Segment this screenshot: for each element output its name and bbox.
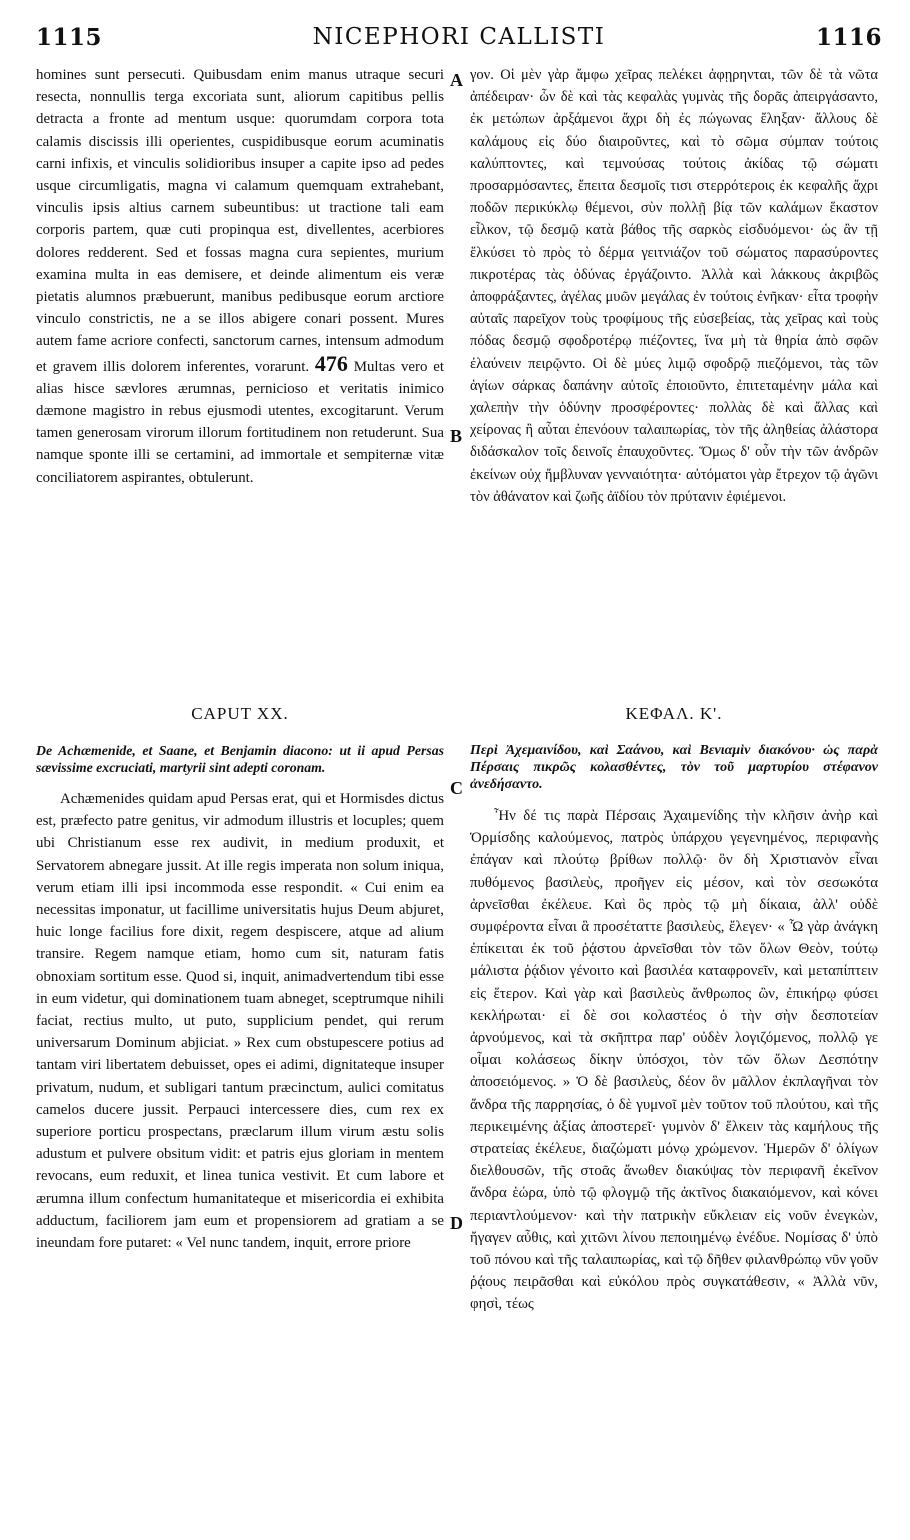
margin-letter-c: C xyxy=(450,778,463,798)
greek-column-bottom xyxy=(470,742,878,1316)
latin-text-part-1: homines sunt persecuti. Quibusdam enim manus utraque securi resecta, nonnullis terga excoriata sunt, aliorum capitibus pellis detracta a fronte ad mentum usque: quorumdam corpora tota calamis discissis illi operientes, cuspidibusque eorum acuminatis carni infixis, et vinculis solidioribus insuper a capite ipso ad pedes usque circumligatis, magna vi calamum quemquam extrahebant, vinculis ipsis altius carnem subeuntibus: ut tractione tali eam corporis partem, quæ cuti propinqua est, divellentes, acerbiores dolores redderent. Sed et fossas magna cura sepientes, murium examina multa in eas demisere, et deinde alimentum eis veræ pietatis alumnos præbuerunt, manibus pedibusque eorum arctiore vinculo constrictis, ne a se illos abigere conari possent. Mures autem fame acriore confecti, sanctorum carnes, intensum admodum et gravem illis dolorem inferentes, vorarunt. xyxy=(36,67,444,375)
greek-chapter-text: Ἦν δέ τις παρὰ Πέρσαις Ἀχαιμενίδης τὴν κλῆσιν ἀνὴρ καὶ Ὁρμίσδης καλούμενος, πατρὸς ὑπάρχου γεγενημένος, περιφανὴς ἐπάγαν καὶ πλούτῳ βρίθων πολλῷ· ὃν δὴ Χριστιανὸν εἶναι πυθόμενος βασιλεὺς, προῆγεν εἰς μέσον, καὶ τὸν σεσωκότα ἀρνεῖσθαι ἐκέλευε. Καὶ ὃς πρὸς τῷ μὴ δίκαια, ἀλλ' οὐδὲ συμφέροντα εἶναι ἃ προσέταττε βασιλεὺς, ἔλεγεν· « Ὧ γὰρ ἀνάγκη ἐπίκειται ἐκ τοῦ ῥᾴστου ἀρνεῖσθαι τὸν τῶν ὅλων Θεὸν, τούτῳ μάλιστα ῥᾴδιον γένοιτο καὶ βασιλέα καταφρονεῖν, καὶ μεταπίπτειν εἰς ἕτερον. Καὶ γὰρ καὶ βασιλεὺς ἄνθρωπος ὢν, ἐπικήρῳ φύσει κεκλήρωται· εἰ δὲ σοι κολαστέος ὁ τὴν σὴν δεσποτείαν ἀρνούμενος, καὶ τὰ σκῆπτρα παρ' οὐδὲν λογιζόμενος, πολλῷ γε οἶμαι κολάσεως δίκην ὑπόσχοι, τὸν τῶν ὅλων Δεσπότην ἀποσειόμενος. » Ὁ δὲ βασιλεὺς, δέον ὃν μᾶλλον ἐκπλαγῆναι τὸν ἄνδρα τῆς παρρησίας, ὁ δὲ γυμνοῖ μὲν τοῦτον τοῦ πλούτου, καὶ τῆς περικειμένης ἀξίας ἀποστερεῖ· γυμνὸν δ' ἕλκειν τὰς καμήλους τῆς στρατείας ἐκέλευε, διαζώματι μόνῳ χρώμενον. Ἡμερῶν δ' ὀλίγων διελθουσῶν, τῆς στοᾶς ἄνωθεν διακύψας τὸν περιφανῆ ἐκεῖνον ἄνδρα ἑώρα, ὑπὸ τῷ φλογμῷ τῆς ἀκτῖνος διακαιόμενον, καὶ κόνει περιαντλούμενον· καὶ τὴν πατρικὴν εὔκλειαν εἰς νοῦν ἐνεγκὼν, ἤγαγεν αὖθις, καὶ χιτῶνι λίνου πεποιημένῳ ἐνέδυε. Νομίσας δ' ὑπὸ τοῦ πόνου καὶ τῆς ταλαιπωρίας, καὶ τῷ δῆθεν φιλανθρώπῳ νῦν γοῦν ῥᾴους πειρᾶσθαι καὶ εὐκόλου πρὸς συγκατάθεσιν, « Ἀλλὰ νῦν, φησὶ, τέως xyxy=(470,808,878,1313)
margin-letter-a: A xyxy=(450,70,463,90)
latin-chapter-text: Achæmenides quidam apud Persas erat, qui et Hormisdes dictus est, præfecto patre genitus, vir admodum illustris et locuples; quem ubi Christianum esse rex audivit, in medium produxit, et Servatorem abnegare jussit. At ille regis imperata non solum iniqua, verum etiam illi ipsi incommoda esse respondit. « Cui enim ea necessitas imponatur, ut facillime universitatis hujus Deum abjuret, huic longe facilius fore dixit, regem despiscere, atque ad alium transire. Regem namque etiam, homo cum sit, naturam fatis obnoxiam sortitum esse. Quod si, inquit, animadvertendum tibi esse in eum videtur, qui dominationem tuam abneget, sceptrumque nihili faciat, rectius multo, ut puto, supplicium pendet, qui rerum universarum Dominum abjiciat. » Rex cum obstupescere potius ad tantam viri libertatem debuisset, opes ei adimi, dignitateque insuper privatum, nudum, et subligari tantum præcinctum, aulici comitatus camelos ducere jussit. Perpauci intercessere dies, cum rex ex superiore porticu prospectans, præclarum illum virum æstu solis adustum et pulvere obsitum vidit: et patris ejus gloriam in mentem revocans, eum reduxit, et linea tunica vestivit. Et cum labore et ærumna illum confectum humanitateque et misericordia ei exhibita adductum, faciliorem jam eum et propensiorem ad gratiam a se ineundam fore putaret: « Vel nunc tandem, inquit, errore priore xyxy=(36,791,444,1252)
latin-chapter-heading: CAPUT XX. xyxy=(191,704,289,723)
greek-paragraph-continued: γον. Οἱ μὲν γὰρ ἄμφω χεῖρας πελέκει ἀφῃρηνται, τῶν δὲ τὰ νῶτα ἀπέδειραν· ὧν δὲ καὶ τὰς κεφαλὰς γυμνὰς τῆς δορᾶς ἀπειργάσαντο, ἐκ μετώπων ἀρξάμενοι ἄχρι δὴ ἐς πώγωνας ἔληξαν· ἄλλους δὲ καλάμους εἰς δύο διαιροῦντες, καὶ τὸ σῶμα σύμπαν τούτοις καλύπτοντες, καὶ τεμνούσας τούτοις ἀκίδας τῷ σώματι προσαρμόσαντες, ἔπειτα δεσμοῖς τισι στερρότεροις ἐκ κεφαλῆς ἄχρι ποδῶν περικύκλῳ θέμενοι, σὺν πολλῇ βίᾳ τῶν καλάμων ἕκαστον εἷλκον, τῷ δεσμῷ κατὰ βάθος τῆς σαρκὸς εἰσδυόμενοι· ὡς ἂν τῇ ἕλκύσει τὸ πρὸς τὸ δέρμα γειτνιάζον τοῦ σώματος παρασύροντες πικροτέρας τὰς ὀδύνας ἐργάζοιντο. Ἀλλὰ καὶ λάκκους ἀκριβῶς ἀποφράξαντες, ἀγέλας μυῶν μεγάλας ἐν τούτοις ἐνῆκαν· εἶτα τροφὴν αὐταῖς παρεῖχον τοὺς τροφίμους τῆς εὐσεβείας, τὰς χεῖρας καὶ τοὺς πόδας δεσμῷ σφοδροτέρῳ πιέζοντες, ἵνα μὴ τὰ θηρία ἀπὸ σφῶν ἐλαύνειν πειρῷντο. Οἱ δὲ μύες λιμῷ σφοδρῷ πιεζόμενοι, τὰς τῶν ἁγίων σάρκας δαπάνην αὐτοῖς ἐποιοῦντο, ἐπιτεταμένην μάλα καὶ χαλεπὴν τὴν ὀδύνην προσφέροντες· πολλὰς δὲ καὶ ἄλλας καὶ χείρονας ἢ αὗται ἐπενόουν ταλαιπωρίας, τὸν τῆς ἀληθείας ἀλάστορα διδάσκαλον τοῖς δεινοῖς ἐπαυχοῦντες. Ὅμως δ' οὖν τὴν τῶν ἀνδρῶν ἐκείνων οὐχ ἤμβλυναν γενναιότητα· αὐτόματοι γὰρ ἔτρεχον τῷ ἀγῶνι τὸν ἀθάνατον καὶ ζωῆς ἀϊδίου τὸν πρύτανιν ἐφιέμενοι. xyxy=(470,67,878,505)
latin-column-bottom xyxy=(36,742,444,1254)
page-number-left: 1115 xyxy=(36,24,103,51)
page-header xyxy=(36,24,882,60)
margin-letter-b: B xyxy=(450,426,463,446)
greek-column-top xyxy=(470,64,878,508)
greek-chapter-summary: Περὶ Ἀχεμαινίδου, καὶ Σαάνου, καὶ Βενιαμὶν διακόνου· ὡς παρὰ Πέρσαις πικρῶς κολασθέντες, τὸν τοῦ μαρτυρίου στέφανον ἀνεδήσαντο. xyxy=(470,743,878,792)
latin-column-top xyxy=(36,64,444,489)
latin-text-part-2: Multas vero et alias hisce sævlores ærumnas, pernicioso et veritatis inimico dæmone magistro in rebus ejusmodi utentes, excogitarunt. Verum tamen generosam virorum illorum fortitudinem non retuderunt. Sua namque sponte illi se certamini, ad immortale et sempiternæ vitæ conciliatorem aspirantes, obtulerunt. xyxy=(36,358,444,486)
page-number-right: 1116 xyxy=(815,24,882,51)
latin-chapter-summary: De Achæmenide, et Saane, et Benjamin diacono: ut ii apud Persas sævissime excruciati, martyrii sint adepti coronam. xyxy=(36,743,444,775)
latin-paragraph-continued xyxy=(36,64,444,489)
running-head: NICEPHORI CALLISTI xyxy=(312,24,606,50)
page-reference-number: 476 xyxy=(314,350,348,376)
margin-letter-d: D xyxy=(450,1213,463,1233)
greek-chapter-heading: ΚΕΦΑΛ. Κ'. xyxy=(625,704,723,723)
